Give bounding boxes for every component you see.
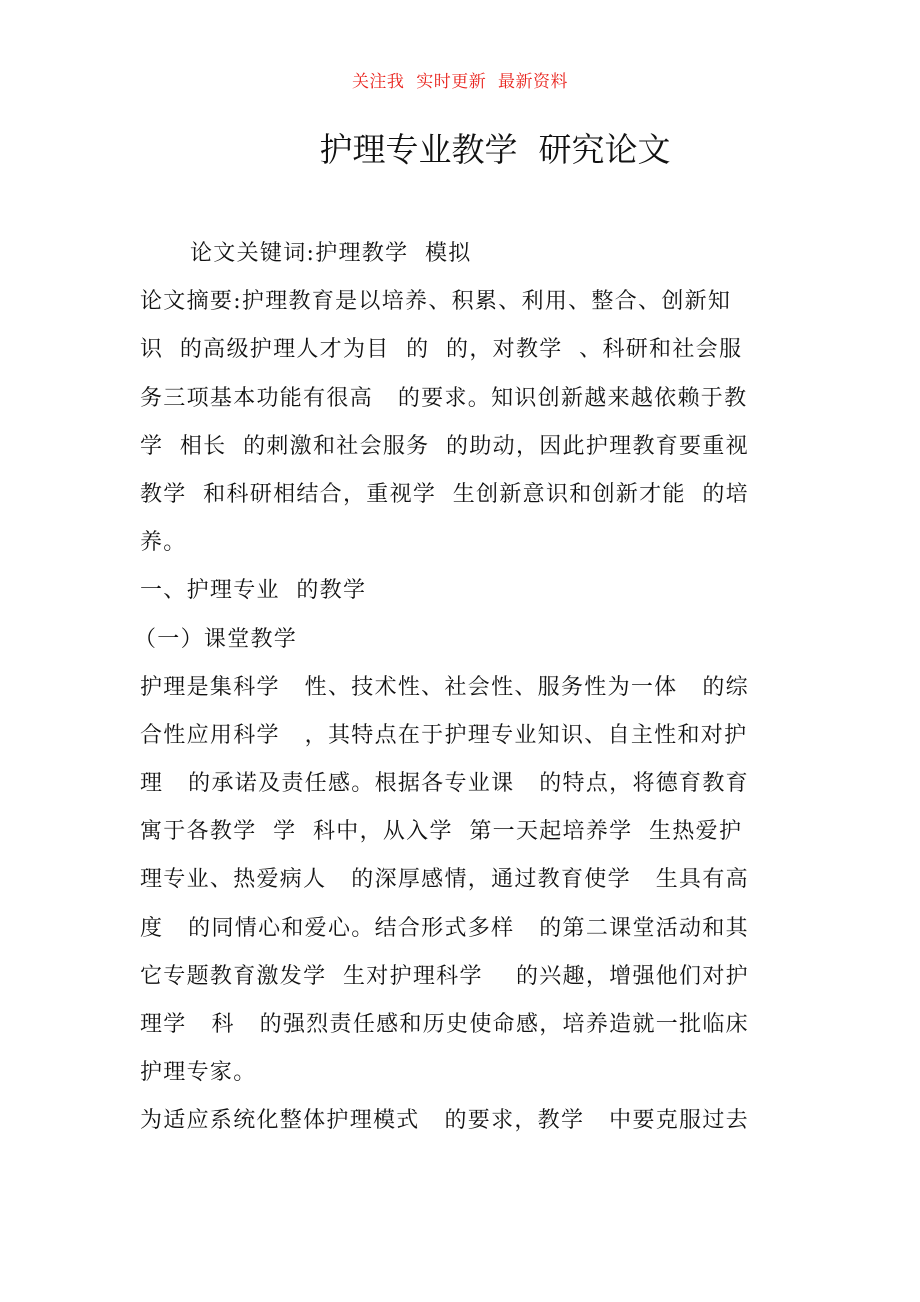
paragraph-line: 理 的承诺及责任感。根据各专业课 的特点，将德育教育 [140,771,749,797]
header-promo-note: 关注我 实时更新 最新资料 [351,72,569,92]
keywords-line: 论文关键词:护理教学 模拟 [190,241,472,266]
subsection-heading: （一）课堂教学 [134,626,298,652]
abstract-line: 教学 和科研相结合，重视学 生创新意识和创新才能 的培 [140,481,749,507]
paragraph-line: 护理是集科学 性、技术性、社会性、服务性为一体 的综 [140,674,749,700]
abstract-line: 养。 [140,530,187,556]
abstract-line: 学 相长 的刺激和社会服务 的助动，因此护理教育要重视 [140,433,749,459]
page-title: 护理专业教学 研究论文 [319,130,671,169]
abstract-line: 论文摘要:护理教育是以培养、积累、利用、整合、创新知 [140,289,732,315]
paragraph-line: 为适应系统化整体护理模式 的要求，教学 中要克服过去 [140,1108,749,1134]
paragraph-line: 合性应用科学 ，其特点在于护理专业知识、自主性和对护 [140,722,748,748]
section-heading: 一、护理专业 的教学 [140,578,367,604]
paragraph-line: 理学 科 的强烈责任感和历史使命感，培养造就一批临床 [140,1012,749,1037]
abstract-line: 识 的高级护理人才为目 的 的，对教学 、科研和社会服 [140,337,743,363]
paragraph-line: 它专题教育激发学 生对护理科学 的兴趣，增强他们对护 [140,963,749,989]
abstract-line: 务三项基本功能有很高 的要求。知识创新越来越依赖于教 [140,385,748,411]
paragraph-line: 寓于各教学 学 科中，从入学 第一天起培养学 生热爱护 [140,819,743,845]
paragraph-line: 理专业、热爱病人 的深厚感情，通过教育使学 生具有高 [140,867,749,893]
paragraph-line: 度 的同情心和爱心。结合形式多样 的第二课堂活动和其 [140,915,749,941]
paragraph-line: 护理专家。 [140,1060,257,1086]
document-body [134,230,785,1146]
